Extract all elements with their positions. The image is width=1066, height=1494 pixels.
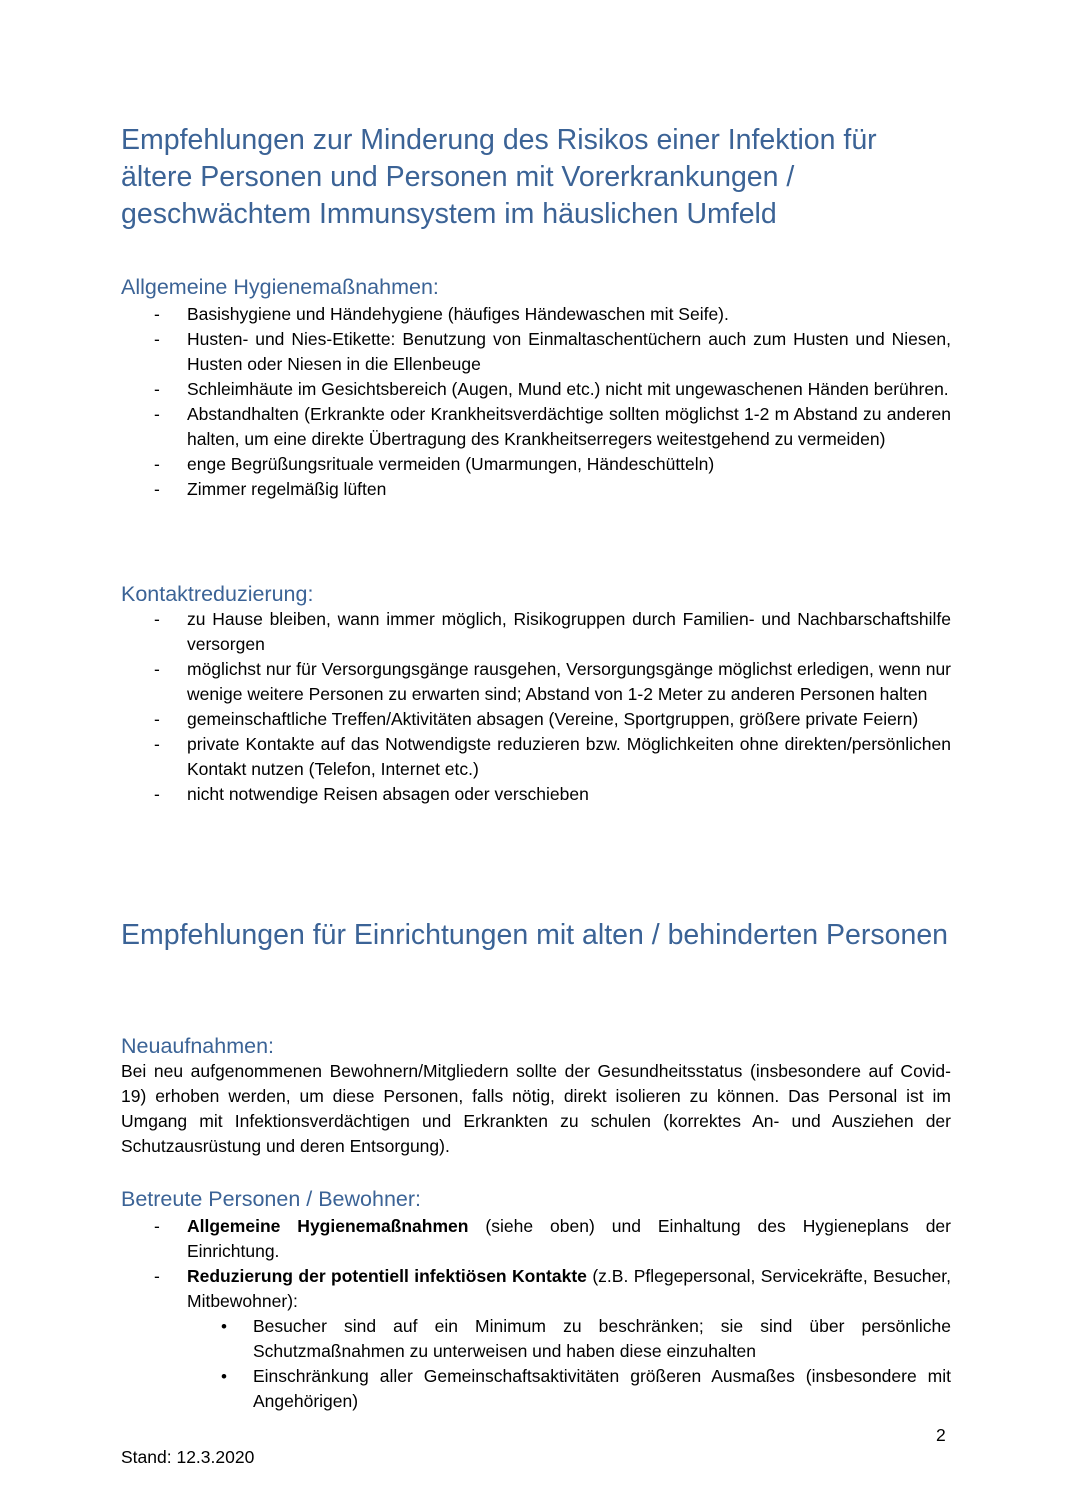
dash-marker: - xyxy=(154,1216,160,1236)
list-item: - gemeinschaftliche Treffen/Aktivitäten absagen (Vereine, Sportgruppen, größere private Feiern) xyxy=(121,707,951,732)
list-item: - Basishygiene und Händehygiene (häufiges Händewaschen mit Seife). xyxy=(121,302,951,327)
list-item: - enge Begrüßungsrituale vermeiden (Umarmungen, Händeschütteln) xyxy=(121,452,951,477)
dash-marker: - xyxy=(154,379,160,399)
kontakt-list xyxy=(121,607,951,807)
dash-marker: - xyxy=(154,479,160,499)
sublist-item: • Einschränkung aller Gemeinschaftsaktivitäten größeren Ausmaßes (insbesondere mit Angehörigen) xyxy=(221,1366,951,1411)
section-title-facilities: Empfehlungen für Einrichtungen mit alten / behinderten Personen xyxy=(121,919,949,951)
list-item: - Husten- und Nies-Etikette: Benutzung von Einmaltaschentüchern auch zum Husten und Niesen, Husten oder Niesen in die Ellenbeuge xyxy=(154,329,951,374)
heading-neuaufnahmen: Neuaufnahmen: xyxy=(121,1034,274,1058)
dash-marker: - xyxy=(154,709,160,729)
dash-marker: - xyxy=(154,329,160,349)
dash-marker: - xyxy=(154,784,160,804)
list-item: - zu Hause bleiben, wann immer möglich, Risikogruppen durch Familien- und Nachbarschaftshilfe versorgen xyxy=(154,609,951,654)
neuaufnahmen-paragraph: Bei neu aufgenommenen Bewohnern/Mitgliedern sollte der Gesundheitsstatus (insbesondere auf Covid-19) erhoben werden, um diese Personen, falls nötig, direkt isolieren zu können. Das Personal ist im Umgang mit Infektionsverdächtigen und Erkrankten zu schulen (korrektes An- und Ausziehen der Schutzausrüstung und deren Entsorgung). xyxy=(121,1061,951,1156)
sublist-item: • Besucher sind auf ein Minimum zu beschränken; sie sind über persönliche Schutzmaßnahmen zu unterweisen und haben diese einzuhalten xyxy=(221,1316,951,1361)
dash-marker: - xyxy=(154,609,160,629)
heading-hygiene: Allgemeine Hygienemaßnahmen: xyxy=(121,275,439,299)
list-item: - nicht notwendige Reisen absagen oder verschieben xyxy=(121,782,951,807)
heading-betreute-personen: Betreute Personen / Bewohner: xyxy=(121,1187,421,1211)
bullet-marker: • xyxy=(221,1317,227,1336)
dash-marker: - xyxy=(154,734,160,754)
dash-marker: - xyxy=(154,404,160,424)
page-number: 2 xyxy=(936,1425,946,1445)
list-item: - Allgemeine Hygienemaßnahmen (siehe oben) und Einhaltung des Hygieneplans der Einrichtung. xyxy=(154,1216,951,1261)
list-item: - möglichst nur für Versorgungsgänge rausgehen, Versorgungsgänge möglichst erledigen, wenn nur wenige weitere Personen zu erwarten sind; Abstand von 1-2 Meter zu anderen Personen halten xyxy=(154,659,951,704)
stand-date: Stand: 12.3.2020 xyxy=(121,1447,255,1467)
betreut-sublist xyxy=(187,1314,951,1414)
list-item: - Reduzierung der potentiell infektiösen Kontakte (z.B. Pflegepersonal, Servicekräfte, Besucher, Mitbewohner): • Besucher sind auf ein Minimum zu beschränken; sie sind über persönliche Schutzmaßnahmen zu unterweisen und haben diese einzuhalten • Einschränkung aller Gemeinschaftsaktivitäten größeren Ausmaßes (insbesondere mit Angehörigen) xyxy=(121,1264,951,1414)
section-title-home: Empfehlungen zur Minderung des Risikos einer Infektion für ältere Personen und Personen mit Vorerkrankungen / geschwächtem Immunsystem im häuslichen Umfeld xyxy=(121,124,877,230)
list-item: - Abstandhalten (Erkrankte oder Krankheitsverdächtige sollten möglichst 1-2 m Abstand zu anderen halten, um eine direkte Übertragung des Krankheitserregers weitestgehend zu vermeiden) xyxy=(154,404,951,449)
dash-marker: - xyxy=(154,454,160,474)
list-item: - private Kontakte auf das Notwendigste reduzieren bzw. Möglichkeiten ohne direkten/persönlichen Kontakt nutzen (Telefon, Internet etc.) xyxy=(154,734,951,779)
list-item: - Zimmer regelmäßig lüften xyxy=(121,477,951,502)
dash-marker: - xyxy=(154,1266,160,1286)
dash-marker: - xyxy=(154,659,160,679)
betreut-list xyxy=(121,1214,951,1414)
list-item: - Schleimhäute im Gesichtsbereich (Augen, Mund etc.) nicht mit ungewaschenen Händen berühren. xyxy=(121,377,951,402)
bullet-marker: • xyxy=(221,1367,227,1386)
heading-kontakt: Kontaktreduzierung: xyxy=(121,582,314,606)
hygiene-list xyxy=(121,302,951,502)
dash-marker: - xyxy=(154,304,160,324)
